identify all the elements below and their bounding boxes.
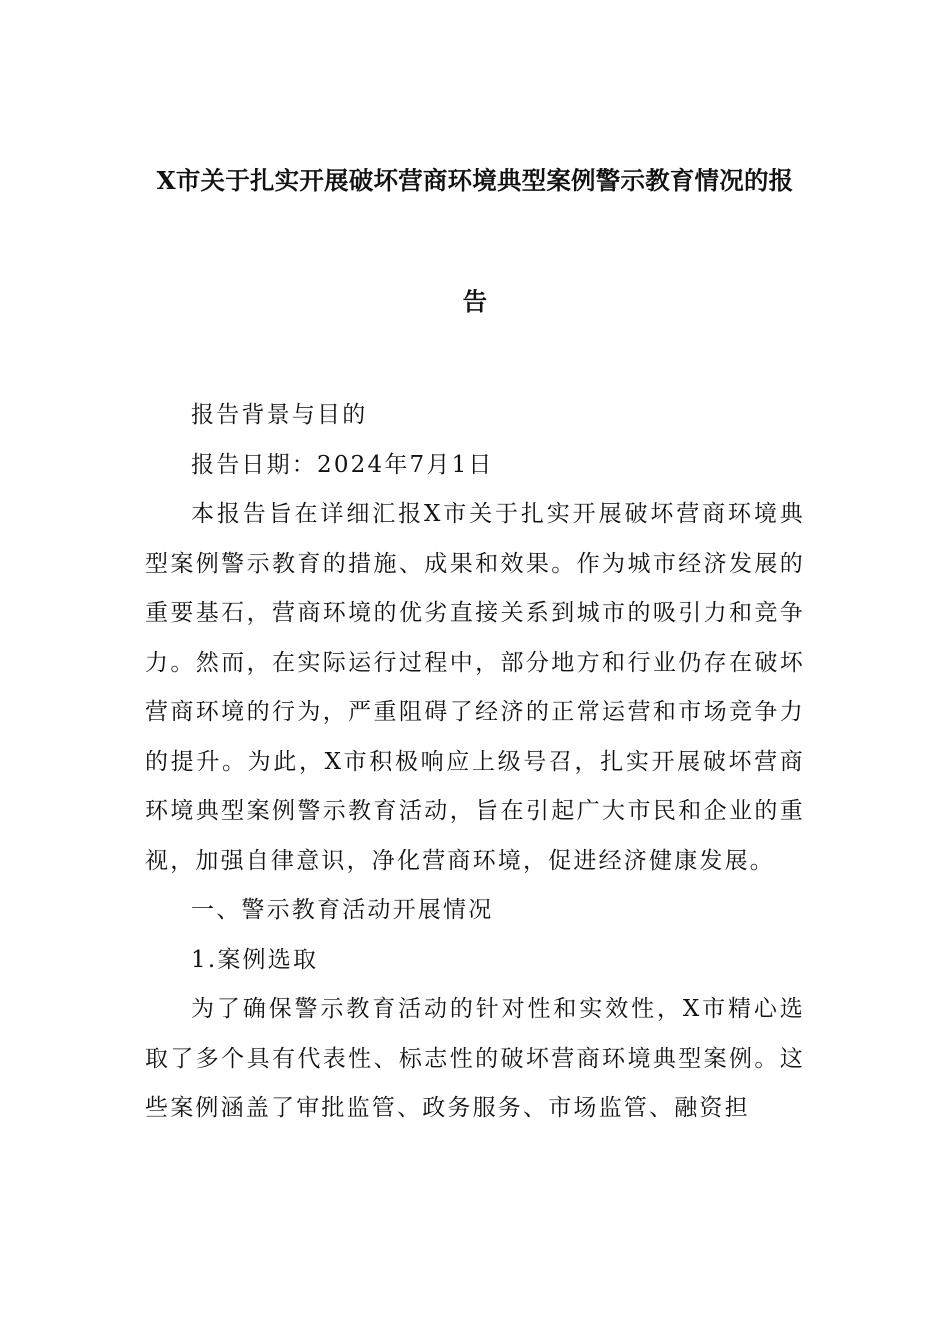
document-title-line-1: X市关于扎实开展破坏营商环境典型案例警示教育情况的报 (156, 166, 794, 195)
intro-paragraph: 本报告旨在详细汇报X市关于扎实开展破坏营商环境典型案例警示教育的措施、成果和效果。作为城市经济发展的重要基石，营商环境的优劣直接关系到城市的吸引力和竞争力。然而，在实际运行过程中，部分地方和行业仍存在破坏营商环境的行为，严重阻碍了经济的正常运营和市场竞争力的提升。为此，X市积极响应上级号召，扎实开展破坏营商环境典型案例警示教育活动，旨在引起广大市民和企业的重视，加强自律意识，净化营商环境，促进经济健康发展。 (145, 501, 805, 874)
case-selection-paragraph: 为了确保警示教育活动的针对性和实效性，X市精心选取了多个具有代表性、标志性的破坏营商环境典型案例。这些案例涵盖了审批监管、政务服务、市场监管、融资担 (145, 996, 805, 1121)
document-title-line-2: 告 (462, 287, 488, 316)
report-date: 报告日期：2024年7月1日 (191, 451, 494, 478)
subsection-heading-case-selection: 1.案例选取 (191, 946, 319, 973)
document-body (145, 391, 805, 1134)
section-heading-activities: 一、警示教育活动开展情况 (191, 897, 494, 923)
section-heading-background: 报告背景与目的 (191, 402, 368, 428)
